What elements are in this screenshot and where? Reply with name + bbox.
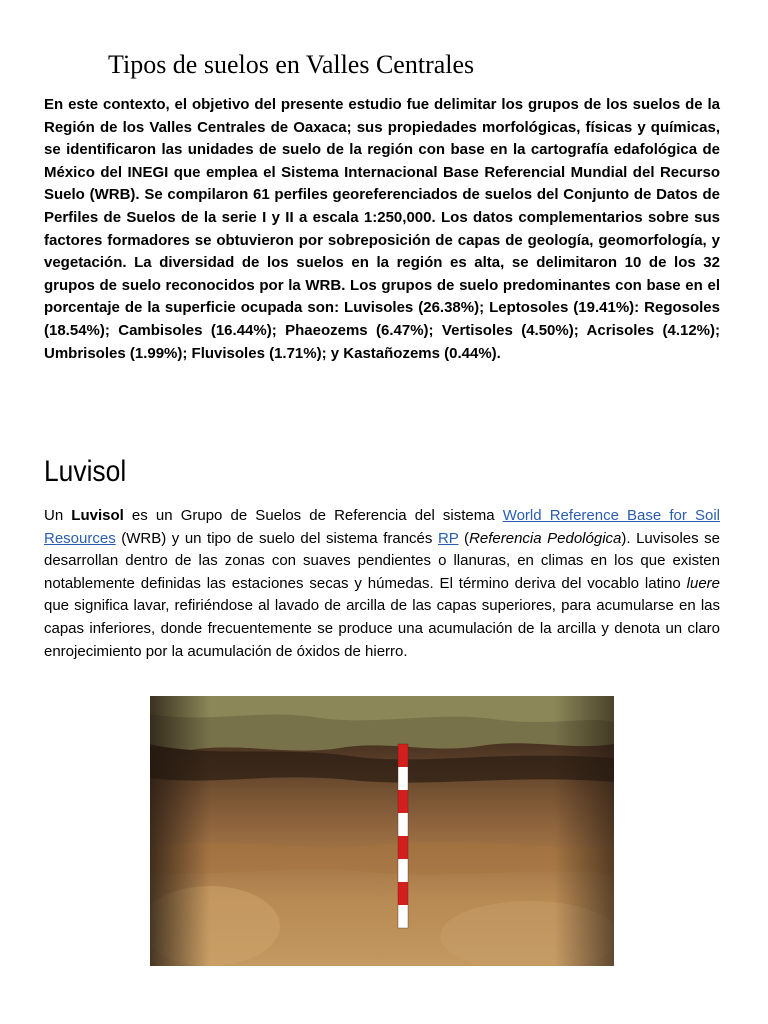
section-heading-luvisol: Luvisol: [44, 455, 127, 488]
text-segment: (: [458, 529, 470, 547]
term-luvisol: Luvisol: [71, 507, 124, 524]
italic-referencia-pedologica: Referencia Pedológica: [469, 529, 622, 547]
page-title: Tipos de suelos en Valles Centrales: [108, 50, 475, 79]
text-segment: (WRB) y un tipo de suelo del sistema francés: [115, 529, 438, 547]
intro-paragraph: En este contexto, el objetivo del presente estudio fue delimitar los grupos de los suelos de la Región de los Valles Centrales de Oaxaca; sus propiedades morfológicas, físicas y químicas, se identificaron las unidades de suelo de la región con base en la cartografía edafológica de México del INEGI que emplea el Sistema Internacional Base Referencial Mundial del Recurso Suelo (WRB). Se compilaron 61 perfiles georeferenciados de suelos del Conjunto de Datos de Perfiles de Suelos de la serie I y II a escala 1:250,000. Los datos complementarios sobre sus factores formadores se obtuvieron por sobreposición de capas de geología, geomorfología, y vegetación. La diversidad de los suelos en la región es alta, se delimitaron 10 de los 32 grupos de suelo reconocidos por la WRB. Los grupos de suelo predominantes con base en el porcentaje de la superficie ocupada son: Luvisoles (26.38%); Leptosoles (19.41%): Regosoles (18.54%); Cambisoles (16.44%); Phaeozems (6.47%); Vertisoles (4.50%); Acrisoles (4.12%); Umbrisoles (1.99%); Fluvisoles (1.71%); y Kastañozems (0.44%).: [44, 96, 720, 362]
measuring-stick: [398, 744, 408, 928]
text-segment: ). Luvisoles se desarrollan dentro de las zonas con suaves pendientes o llanuras, en climas en los que existen notablemente definidas las estaciones secas y húmedas. El término deriva del vocablo latino: [44, 529, 721, 592]
luvisol-paragraph: [44, 505, 720, 663]
clay-band: [150, 842, 614, 875]
soil-profile-photo: [150, 696, 614, 966]
pit-shadow-left: [150, 696, 210, 966]
link-rp[interactable]: RP: [437, 529, 459, 547]
pit-shadow-right: [554, 696, 614, 966]
link-world-reference-base[interactable]: World Reference Base for Soil Resources: [44, 507, 720, 547]
italic-luere: luere: [686, 574, 720, 592]
text-segment: Un: [44, 507, 72, 524]
text-segment: que significa lavar, refiriéndose al lavado de arcilla de las capas superiores, para acumularse en las capas inferiores, donde frecuentemente se produce una acumulación de la arcilla y denota un claro enrojecimiento por la acumulación de óxidos de hierro.: [44, 597, 720, 660]
text-segment: es un Grupo de Suelos de Referencia del sistema: [123, 507, 503, 524]
